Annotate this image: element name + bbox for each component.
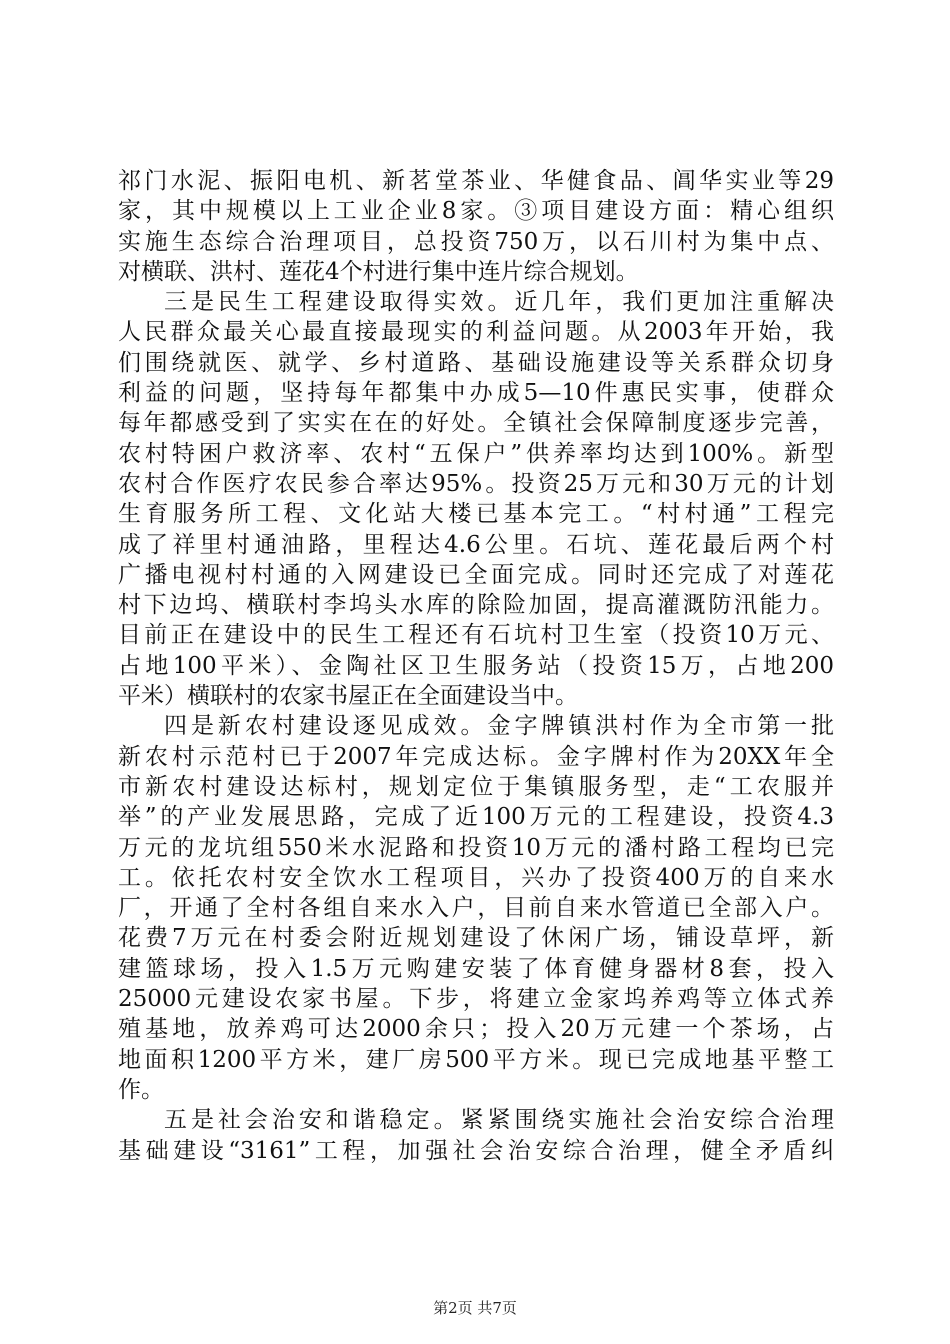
text-line: 家，其中规模以上工业企业8家。③项目建设方面：精心组织 bbox=[118, 198, 834, 225]
text-line: 实施生态综合治理项目，总投资750万，以石川村为集中点、 bbox=[118, 228, 834, 255]
text-line: 村下边坞、横联村李坞头水库的除险加固，提高灌溉防汛能力。 bbox=[118, 592, 834, 619]
text-line: 农村合作医疗农民参合率达95%。投资25万元和30万元的计划 bbox=[118, 470, 834, 497]
text-line: 作。 bbox=[118, 1076, 164, 1103]
document-body bbox=[118, 166, 834, 1166]
paragraph bbox=[118, 1105, 834, 1166]
text-line: 目前正在建设中的民生工程还有石坑村卫生室（投资10万元、 bbox=[118, 622, 834, 649]
text-line: 成了祥里村通油路，里程达4.6公里。石坑、莲花最后两个村 bbox=[118, 531, 834, 558]
text-line: 殖基地，放养鸡可达2000余只；投入20万元建一个茶场，占 bbox=[118, 1016, 834, 1043]
text-line: 万元的龙坑组550米水泥路和投资10万元的潘村路工程均已完 bbox=[118, 834, 834, 861]
text-line: 四是新农村建设逐见成效。金字牌镇洪村作为全市第一批 bbox=[164, 713, 834, 740]
text-line: 广播电视村村通的入网建设已全面完成。同时还完成了对莲花 bbox=[118, 561, 834, 588]
text-line: 人民群众最关心最直接最现实的利益问题。从2003年开始，我 bbox=[118, 319, 834, 346]
paragraph bbox=[118, 166, 834, 287]
text-line: 农村特困户救济率、农村“五保户”供养率均达到100%。新型 bbox=[118, 440, 834, 467]
text-line: 每年都感受到了实实在在的好处。全镇社会保障制度逐步完善， bbox=[118, 410, 834, 437]
paragraph bbox=[118, 287, 834, 711]
text-line: 工。依托农村安全饮水工程项目，兴办了投资400万的自来水 bbox=[118, 864, 834, 891]
text-line: 新农村示范村已于2007年完成达标。金字牌村作为20XX年全 bbox=[118, 743, 834, 770]
text-line: 建篮球场，投入1.5万元购建安装了体育健身器材8套，投入 bbox=[118, 955, 834, 982]
text-line: 平米）横联村的农家书屋正在全面建设当中。 bbox=[118, 683, 578, 710]
text-line: 占地100平米）、金陶社区卫生服务站（投资15万，占地200 bbox=[118, 652, 834, 679]
text-line: 25000元建设农家书屋。下步，将建立金家坞养鸡等立体式养 bbox=[118, 986, 834, 1013]
text-line: 祁门水泥、振阳电机、新茗堂茶业、华健食品、阊华实业等29 bbox=[118, 168, 834, 194]
text-line: 厂，开通了全村各组自来水入户，目前自来水管道已全部入户。 bbox=[118, 895, 834, 922]
text-line: 生育服务所工程、文化站大楼已基本完工。“村村通”工程完 bbox=[118, 501, 834, 528]
text-line: 举”的产业发展思路，完成了近100万元的工程建设，投资4.3 bbox=[118, 804, 834, 831]
text-line: 基础建设“3161”工程，加强社会治安综合治理，健全矛盾纠 bbox=[118, 1137, 834, 1164]
text-line: 花费7万元在村委会附近规划建设了休闲广场，铺设草坪，新 bbox=[118, 925, 834, 952]
text-line: 市新农村建设达标村，规划定位于集镇服务型，走“工农服并 bbox=[118, 773, 834, 800]
text-line: 利益的问题，坚持每年都集中办成5—10件惠民实事，使群众 bbox=[118, 380, 834, 407]
text-line: 五是社会治安和谐稳定。紧紧围绕实施社会治安综合治理 bbox=[164, 1107, 834, 1134]
text-line: 对横联、洪村、莲花4个村进行集中连片综合规划。 bbox=[118, 258, 639, 285]
text-line: 三是民生工程建设取得实效。近几年，我们更加注重解决 bbox=[164, 289, 834, 316]
text-line: 地面积1200平方米，建厂房500平方米。现已完成地基平整工 bbox=[118, 1046, 834, 1073]
paragraph bbox=[118, 711, 834, 1105]
page-footer: 第2页 共7页 bbox=[433, 1299, 517, 1317]
text-line: 们围绕就医、就学、乡村道路、基础设施建设等关系群众切身 bbox=[118, 349, 834, 376]
